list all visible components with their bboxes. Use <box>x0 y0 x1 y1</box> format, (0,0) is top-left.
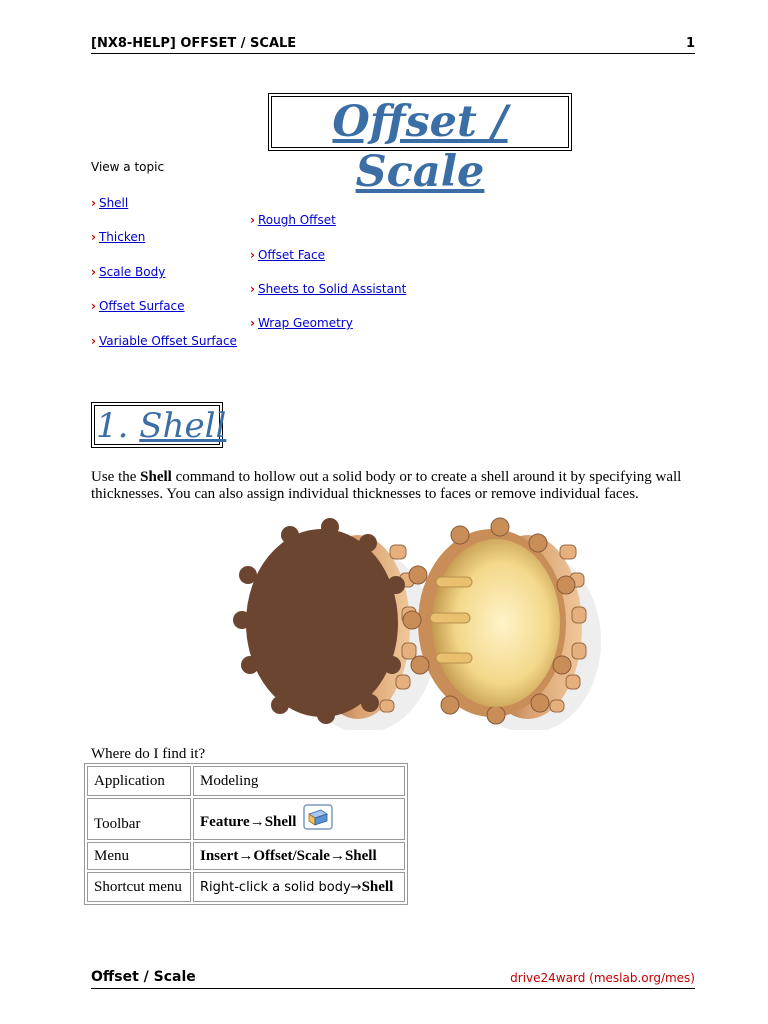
chevron-right-icon: › <box>91 265 96 279</box>
chevron-right-icon: › <box>250 213 255 227</box>
table-row <box>87 798 405 840</box>
section-heading <box>94 405 227 446</box>
view-topic-label: View a topic <box>91 160 165 174</box>
shell-illustration <box>230 515 610 730</box>
row-value: Modeling <box>193 766 405 796</box>
footer-credit: drive24ward (meslab.org/mes) <box>510 971 695 985</box>
topic-link-label[interactable]: Sheets to Solid Assistant <box>257 282 407 296</box>
section-title: Shell <box>139 406 227 446</box>
chevron-right-icon: › <box>250 282 255 296</box>
topic-link-variable-offset-surface[interactable] <box>91 334 237 348</box>
topic-link-offset-face[interactable] <box>250 248 325 262</box>
section-number: 1. <box>96 406 129 446</box>
topic-link-label[interactable]: Thicken <box>98 230 146 244</box>
document-title-box <box>268 93 572 197</box>
page-footer <box>91 969 695 989</box>
topic-link-rough-offset[interactable] <box>250 213 336 227</box>
menu-path: Insert→Offset/Scale→Shell <box>200 847 377 864</box>
para-text: command to hollow out a solid body or to create a shell around it by specifying wall thicknesses. You can also assign individual thicknesses to faces or remove individual faces. <box>91 469 682 502</box>
topic-link-thicken[interactable] <box>91 230 145 244</box>
row-label: Application <box>87 766 191 796</box>
shortcut-bold: Shell <box>361 878 394 895</box>
topic-link-label[interactable]: Offset Surface <box>98 299 185 313</box>
chevron-right-icon: › <box>250 316 255 330</box>
where-label: Where do I find it? <box>91 746 206 762</box>
topic-link-label[interactable]: Scale Body <box>98 265 166 279</box>
footer-title: Offset / Scale <box>91 969 196 985</box>
page-number: 1 <box>685 36 695 51</box>
chevron-right-icon: › <box>91 299 96 313</box>
topic-link-scale-body[interactable] <box>91 265 165 279</box>
hollow-shell <box>403 518 586 724</box>
row-value <box>193 872 405 902</box>
table-row <box>87 842 405 870</box>
header-title: [NX8-HELP] OFFSET / SCALE <box>91 36 297 51</box>
para-bold: Shell <box>140 469 172 485</box>
topic-link-label[interactable]: Shell <box>98 196 129 210</box>
row-value <box>193 842 405 870</box>
table-row <box>87 766 405 796</box>
topic-link-sheets-to-solid-assistant[interactable] <box>250 282 406 296</box>
chevron-right-icon: › <box>91 196 96 210</box>
row-label: Toolbar <box>87 798 191 840</box>
topic-link-label[interactable]: Wrap Geometry <box>257 316 353 330</box>
shell-icon[interactable] <box>303 804 333 835</box>
table-row <box>87 872 405 902</box>
shell-description <box>91 469 711 503</box>
topic-link-label[interactable]: Variable Offset Surface <box>98 334 237 348</box>
topic-link-label[interactable]: Offset Face <box>257 248 325 262</box>
row-label: Menu <box>87 842 191 870</box>
para-text: Use the <box>91 469 141 485</box>
chevron-right-icon: › <box>91 230 96 244</box>
chevron-right-icon: › <box>91 334 96 348</box>
page-header <box>91 36 695 54</box>
toolbar-path: Feature→Shell <box>200 814 297 830</box>
topic-link-wrap-geometry[interactable] <box>250 316 353 330</box>
topic-link-shell[interactable] <box>91 196 128 210</box>
document-title: Offset / Scale <box>271 96 569 148</box>
row-value <box>193 798 405 840</box>
topic-link-label[interactable]: Rough Offset <box>257 213 336 227</box>
location-table <box>84 763 408 905</box>
row-label: Shortcut menu <box>87 872 191 902</box>
topic-link-offset-surface[interactable] <box>91 299 185 313</box>
solid-body <box>233 518 416 724</box>
shortcut-text: Right-click a solid body→ <box>200 879 362 895</box>
chevron-right-icon: › <box>250 248 255 262</box>
section-heading-box <box>91 402 227 448</box>
